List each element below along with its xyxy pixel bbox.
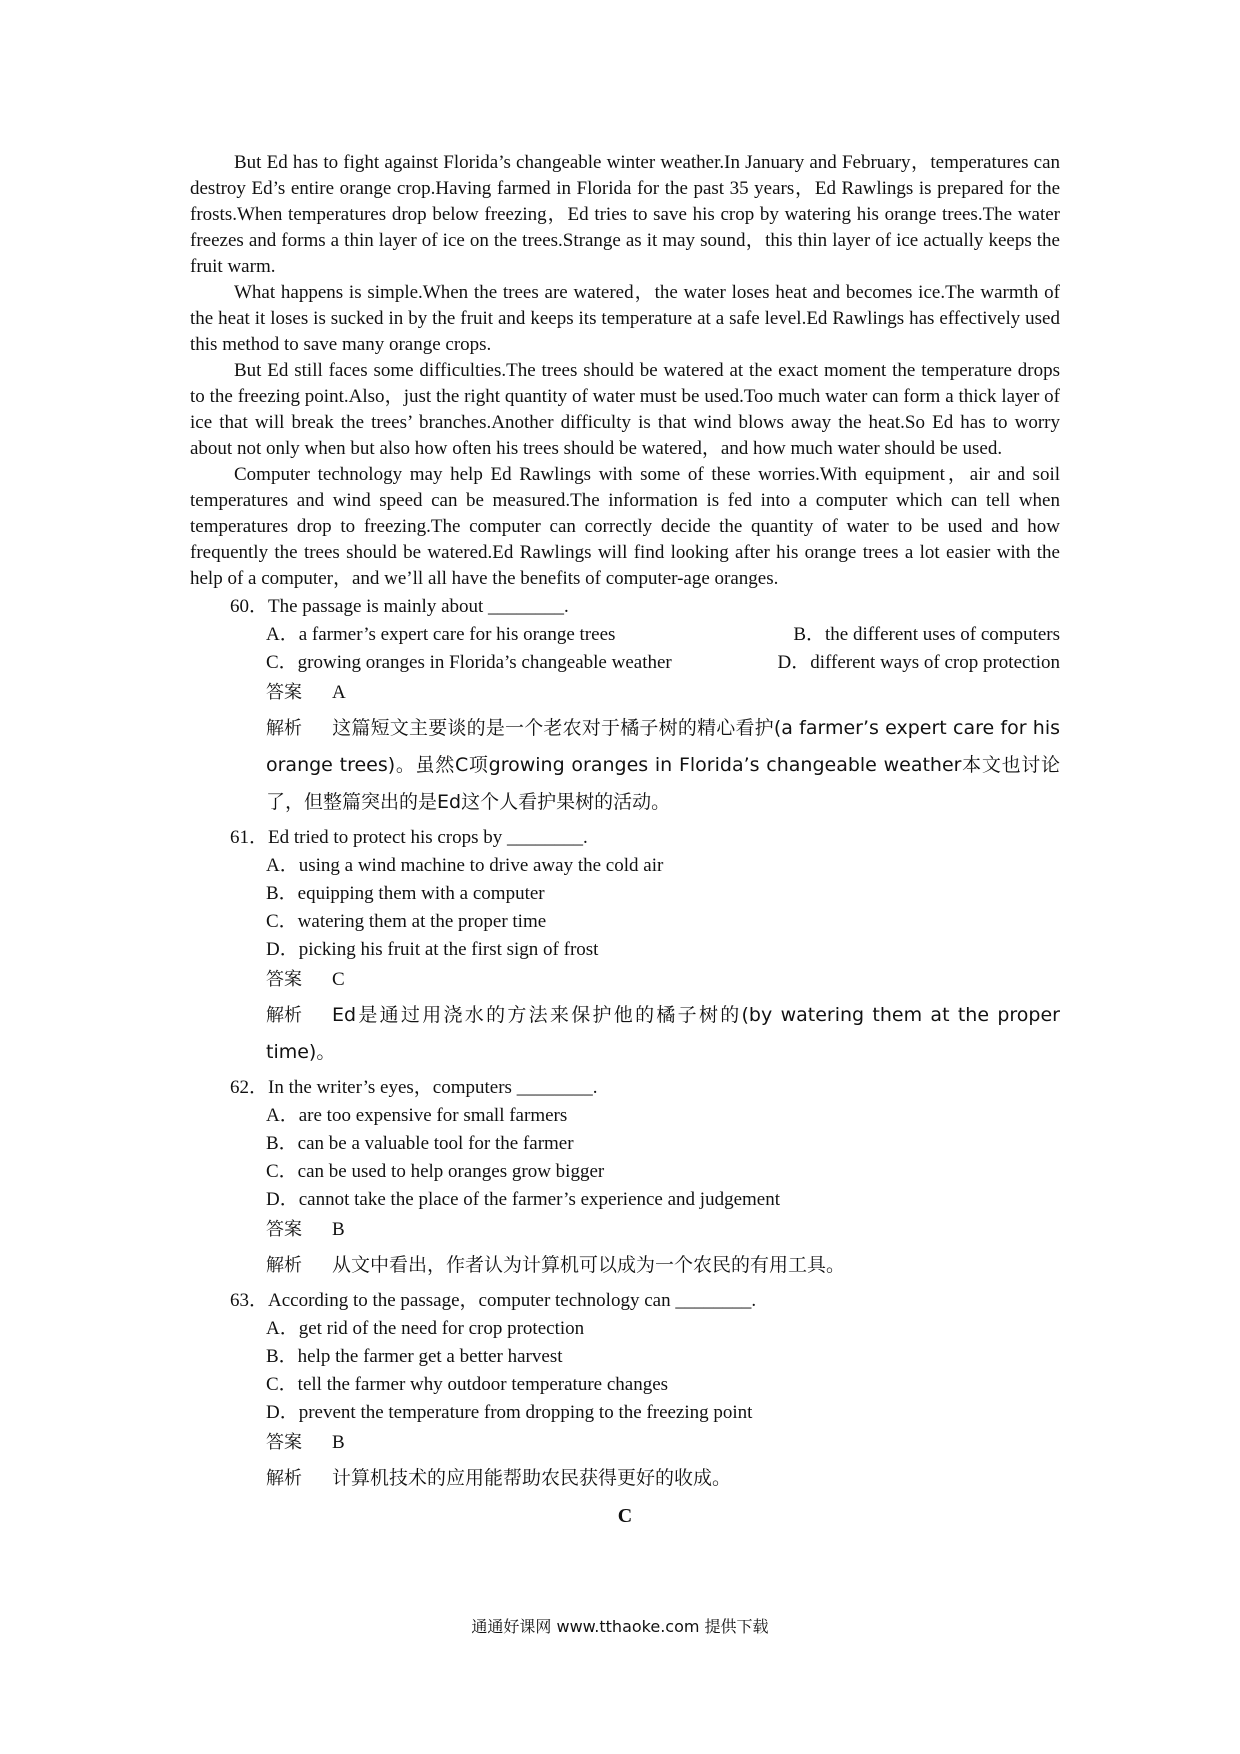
passage-paragraph-3: But Ed still faces some difficulties.The trees should be watered at the exact moment the temperature drops to the freezing point.Also，just the right quantity of water must be used.Too much water can form a thick layer of ice that will break the trees’ branches.Another difficulty is that wind blows away the heat.So Ed has to worry about not only when but also how often his trees should be watered，and how much water should be used. <box>190 360 1060 459</box>
answer-label: 答案 <box>266 969 302 990</box>
option-c: C．growing oranges in Florida’s changeable weather <box>266 652 672 673</box>
option-b: B．can be a valuable tool for the farmer <box>266 1133 574 1154</box>
answer-label: 答案 <box>266 682 302 703</box>
answer-line <box>190 967 1060 993</box>
answer-line <box>190 1430 1060 1456</box>
answer-value: A <box>332 682 346 703</box>
option-row <box>190 650 1060 676</box>
question-stem: 61．Ed tried to protect his crops by ________. <box>230 827 588 848</box>
analysis-text: 从文中看出，作者认为计算机可以成为一个农民的有用工具。 <box>332 1254 846 1276</box>
analysis-text: 计算机技术的应用能帮助农民获得更好的收成。 <box>332 1467 732 1489</box>
analysis-label: 解析 <box>266 1255 302 1276</box>
question-61 <box>190 825 1060 1071</box>
passage-paragraph-2: What happens is simple.When the trees are watered，the water loses heat and becomes ice.The warmth of the heat it loses is sucked in by the fruit and keeps its temperature at a safe level.Ed Rawlings has effectively used this method to save many orange crops. <box>190 282 1060 355</box>
analysis-text: 这篇短文主要谈的是一个老农对于橘子树的精心看护(a farmer’s expert care for his orange trees)。虽然C项growing oranges in Florida’s changeable weather本文也讨论了，但整篇突出的是Ed这个人看护果树的活动。 <box>266 717 1060 813</box>
passage-paragraph-4: Computer technology may help Ed Rawlings with some of these worries.With equipment，air and soil temperatures and wind speed can be measured.The information is fed into a computer which can tell when temperatures drop to freezing.The computer can correctly decide the quantity of water to be used and how frequently the trees should be watered.Ed Rawlings will find looking after his orange trees a lot easier with the help of a computer，and we’ll all have the benefits of computer-age oranges. <box>190 464 1060 589</box>
question-stem: 60．The passage is mainly about ________. <box>230 596 569 617</box>
option-a: A．a farmer’s expert care for his orange trees <box>266 624 616 645</box>
passage-paragraph-1: But Ed has to fight against Florida’s changeable winter weather.In January and February，temperatures can destroy Ed’s entire orange crop.Having farmed in Florida for the past 35 years，Ed Rawlings is prepared for the frosts.When temperatures drop below freezing，Ed tries to save his crop by watering his orange trees.The water freezes and forms a thin layer of ice on the trees.Strange as it may sound，this thin layer of ice actually keeps the fruit warm. <box>190 152 1060 277</box>
answer-value: B <box>332 1219 345 1240</box>
question-62 <box>190 1075 1060 1284</box>
option-a: A．using a wind machine to drive away the cold air <box>266 855 664 876</box>
answer-line <box>190 680 1060 706</box>
answer-value: C <box>332 969 345 990</box>
answer-value: B <box>332 1432 345 1453</box>
analysis-line <box>190 1247 1060 1284</box>
option-b: B．equipping them with a computer <box>266 883 545 904</box>
option-d: D．picking his fruit at the first sign of frost <box>266 939 599 960</box>
analysis-text: Ed是通过用浇水的方法来保护他的橘子树的(by watering them at the proper time)。 <box>266 1004 1060 1063</box>
option-b: B．the different uses of computers <box>793 624 1060 645</box>
option-d: D．prevent the temperature from dropping to the freezing point <box>266 1402 753 1423</box>
option-d: D．different ways of crop protection <box>777 652 1060 673</box>
option-a: A．get rid of the need for crop protection <box>266 1318 585 1339</box>
question-stem: 63．According to the passage，computer technology can ________. <box>230 1290 757 1311</box>
answer-label: 答案 <box>266 1432 302 1453</box>
section-heading-c: C <box>617 1505 633 1527</box>
question-63 <box>190 1288 1060 1497</box>
analysis-line <box>190 997 1060 1071</box>
analysis-label: 解析 <box>266 1468 302 1489</box>
analysis-line <box>190 1460 1060 1497</box>
option-a: A．are too expensive for small farmers <box>266 1105 568 1126</box>
question-stem: 62．In the writer’s eyes，computers ________. <box>230 1077 598 1098</box>
analysis-label: 解析 <box>266 718 302 739</box>
option-c: C．can be used to help oranges grow bigger <box>266 1161 605 1182</box>
option-row <box>190 622 1060 648</box>
option-b: B．help the farmer get a better harvest <box>266 1346 563 1367</box>
option-c: C．watering them at the proper time <box>266 911 547 932</box>
option-d: D．cannot take the place of the farmer’s experience and judgement <box>266 1189 781 1210</box>
question-60 <box>190 594 1060 821</box>
option-c: C．tell the farmer why outdoor temperature changes <box>266 1374 669 1395</box>
answer-line <box>190 1217 1060 1243</box>
page-footer: 通通好课网 www.tthaoke.com 提供下载 <box>471 1617 769 1636</box>
answer-label: 答案 <box>266 1219 302 1240</box>
analysis-line <box>190 710 1060 821</box>
document-page <box>190 150 1060 1529</box>
analysis-label: 解析 <box>266 1005 302 1026</box>
